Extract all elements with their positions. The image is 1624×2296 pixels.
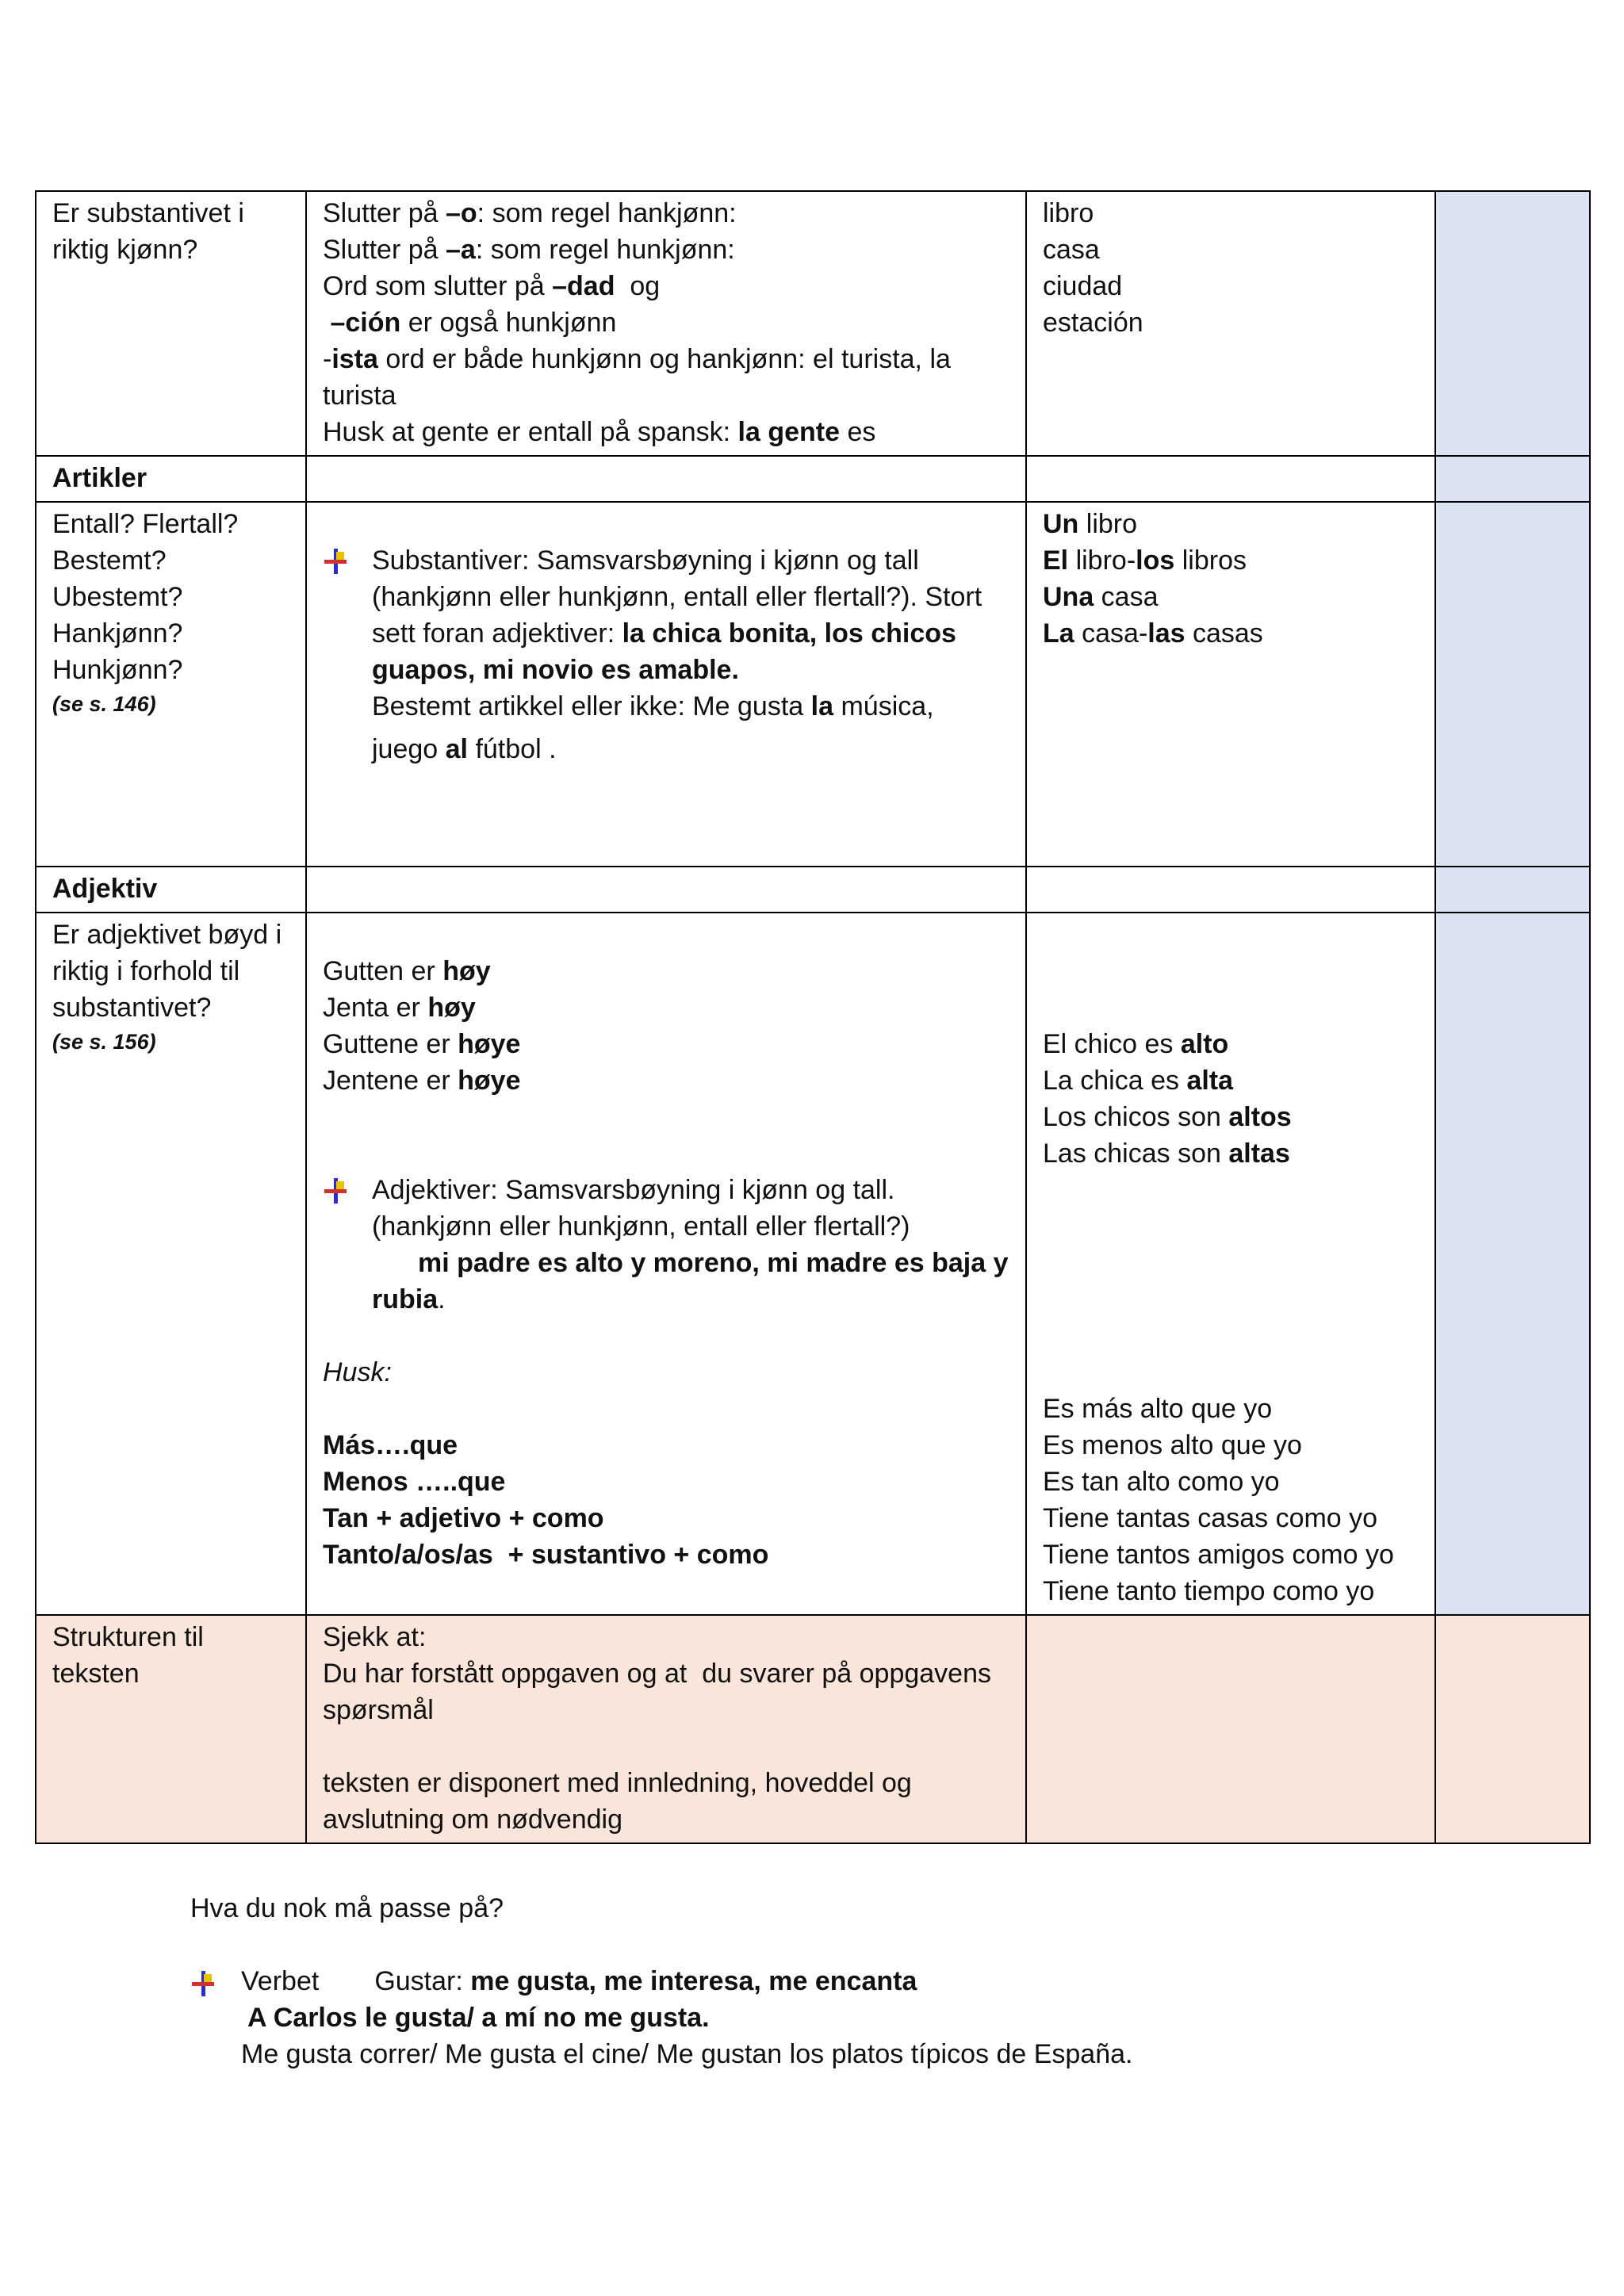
text-line: A Carlos le gusta/ a mí no me gusta. <box>247 2003 710 2033</box>
text-line: spørsmål <box>323 1695 434 1725</box>
empty-cell <box>1026 867 1435 913</box>
example-sentence: Los chicos son altos <box>1043 1102 1292 1132</box>
text-line: teksten <box>52 1659 140 1689</box>
text-line: juego al fútbol . <box>372 734 557 764</box>
text-line: Guttene er høye <box>323 1029 521 1059</box>
text-line: (hankjønn eller hunkjønn, entall eller flertall?) <box>372 1211 910 1242</box>
text-line: substantivet? <box>52 993 212 1023</box>
text-line: Sjekk at: <box>323 1622 427 1652</box>
table-row-structure <box>36 1615 1590 1843</box>
empty-cell <box>1435 456 1590 502</box>
footer-question: Hva du nok må passe på? <box>190 1893 504 1923</box>
empty-cell <box>1026 456 1435 502</box>
text-line: mi padre es alto y moreno, mi madre es baja y <box>418 1248 1009 1278</box>
cell-rules-adjectives <box>306 913 1026 1615</box>
section-heading-adjective: Adjektiv <box>36 867 306 913</box>
text-line: Er adjektivet bøyd i <box>52 920 282 950</box>
example-word: ciudad <box>1043 271 1123 301</box>
table-row-adjective-header <box>36 867 1590 913</box>
text-line: Jentene er høye <box>323 1066 521 1096</box>
text-line: Husk: <box>323 1357 392 1387</box>
text-line: Más….que <box>323 1430 458 1460</box>
text-line: Strukturen til <box>52 1622 204 1652</box>
table-row-gender <box>36 191 1590 456</box>
text-line: Tan + adjetivo + como <box>323 1503 604 1533</box>
text-line: Hankjønn? <box>52 618 183 649</box>
example-word: El libro-los libros <box>1043 545 1247 576</box>
example-word: casa <box>1043 235 1100 265</box>
text-line: Bestemt? <box>52 545 167 576</box>
example-sentence: La chica es alta <box>1043 1066 1234 1096</box>
table-row-articles-header <box>36 456 1590 502</box>
cell-examples-articles <box>1026 502 1435 867</box>
text-line: Ord som slutter på –dad og <box>323 271 661 301</box>
example-word: Un libro <box>1043 509 1138 539</box>
text-line: Husk at gente er entall på spansk: la gente es <box>323 417 876 447</box>
example-sentence: El chico es alto <box>1043 1029 1229 1059</box>
text-line: rubia. <box>372 1284 446 1314</box>
example-sentence: Tiene tantos amigos como yo <box>1043 1540 1394 1570</box>
text-line: Entall? Flertall? <box>52 509 239 539</box>
cell-question-adjectives <box>36 913 306 1615</box>
cell-examples-gender <box>1026 191 1435 456</box>
table-row-articles <box>36 502 1590 867</box>
text-line: -ista ord er både hunkjønn og hankjønn: el turista, la <box>323 344 951 374</box>
text-line: Du har forstått oppgaven og at du svarer på oppgavens <box>323 1659 991 1689</box>
cell-check-adjectives <box>1435 913 1590 1615</box>
cell-question-articles <box>36 502 306 867</box>
cell-question-gender <box>36 191 306 456</box>
example-sentence: Es tan alto como yo <box>1043 1467 1280 1497</box>
cell-question-structure <box>36 1615 306 1843</box>
page-reference: (se s. 146) <box>52 692 156 716</box>
text-line: Slutter på –a: som regel hunkjønn: <box>323 235 735 265</box>
example-sentence: Las chicas son altas <box>1043 1138 1290 1169</box>
section-heading-articles: Artikler <box>36 456 306 502</box>
example-sentence: Es menos alto que yo <box>1043 1430 1302 1460</box>
cell-check-articles <box>1435 502 1590 867</box>
text-line: Substantiver: Samsvarsbøyning i kjønn og tall (hankjønn eller hunkjønn, entall eller flertall?). Stort sett foran adjektiver: <box>372 545 982 649</box>
text-line: Gutten er høy <box>323 956 491 986</box>
empty-cell <box>306 867 1026 913</box>
text-line: avslutning om nødvendig <box>323 1804 623 1835</box>
bullet-item <box>190 1963 1538 2072</box>
example-word: Una casa <box>1043 582 1159 612</box>
example-sentence: Es más alto que yo <box>1043 1394 1273 1424</box>
empty-cell <box>306 456 1026 502</box>
bullet-item <box>323 1172 1011 1318</box>
text-line: Bestemt artikkel eller ikke: Me gusta la música, <box>372 691 934 721</box>
text-line: Tanto/a/os/as + sustantivo + como <box>323 1540 769 1570</box>
text-line: riktig kjønn? <box>52 235 198 265</box>
cell-check-gender <box>1435 191 1590 456</box>
grammar-checklist-table <box>35 190 1591 1844</box>
text-line: Me gusta correr/ Me gusta el cine/ Me gustan los platos típicos de España. <box>241 2039 1133 2069</box>
example-sentence: Tiene tanto tiempo como yo <box>1043 1576 1375 1606</box>
text-line: turista <box>323 381 396 411</box>
bullet-item <box>323 542 1011 767</box>
page-reference: (se s. 156) <box>52 1030 156 1054</box>
cell-examples-structure <box>1026 1615 1435 1843</box>
text-line: Hunkjønn? <box>52 655 183 685</box>
text-line: Adjektiver: Samsvarsbøyning i kjønn og tall. <box>372 1175 895 1205</box>
text-line: la chica bonita, los chicos guapos, mi novio es amable. <box>372 618 956 685</box>
example-sentence: Tiene tantas casas como yo <box>1043 1503 1378 1533</box>
cell-rules-gender <box>306 191 1026 456</box>
colored-cross-bullet-icon <box>323 549 348 574</box>
example-word: estación <box>1043 308 1143 338</box>
colored-cross-bullet-icon <box>190 1971 216 1996</box>
example-word: La casa-las casas <box>1043 618 1263 649</box>
text-line: –ción er også hunkjønn <box>330 308 617 338</box>
colored-cross-bullet-icon <box>323 1178 348 1203</box>
text-line: Menos …..que <box>323 1467 506 1497</box>
text-line: Ubestemt? <box>52 582 183 612</box>
cell-check-structure <box>1435 1615 1590 1843</box>
table-row-adjectives <box>36 913 1590 1615</box>
text-line: riktig i forhold til <box>52 956 240 986</box>
cell-rules-articles <box>306 502 1026 867</box>
empty-cell <box>1435 867 1590 913</box>
text-line: teksten er disponert med innledning, hoveddel og <box>323 1768 912 1798</box>
text-line: Verbet Gustar: me gusta, me interesa, me encanta <box>241 1966 917 1996</box>
footer-notes <box>190 1890 1538 2072</box>
example-word: libro <box>1043 198 1094 228</box>
text-line: Jenta er høy <box>323 993 476 1023</box>
cell-examples-adjectives <box>1026 913 1435 1615</box>
text-line: Slutter på –o: som regel hankjønn: <box>323 198 737 228</box>
cell-rules-structure <box>306 1615 1026 1843</box>
text-line: Er substantivet i <box>52 198 244 228</box>
